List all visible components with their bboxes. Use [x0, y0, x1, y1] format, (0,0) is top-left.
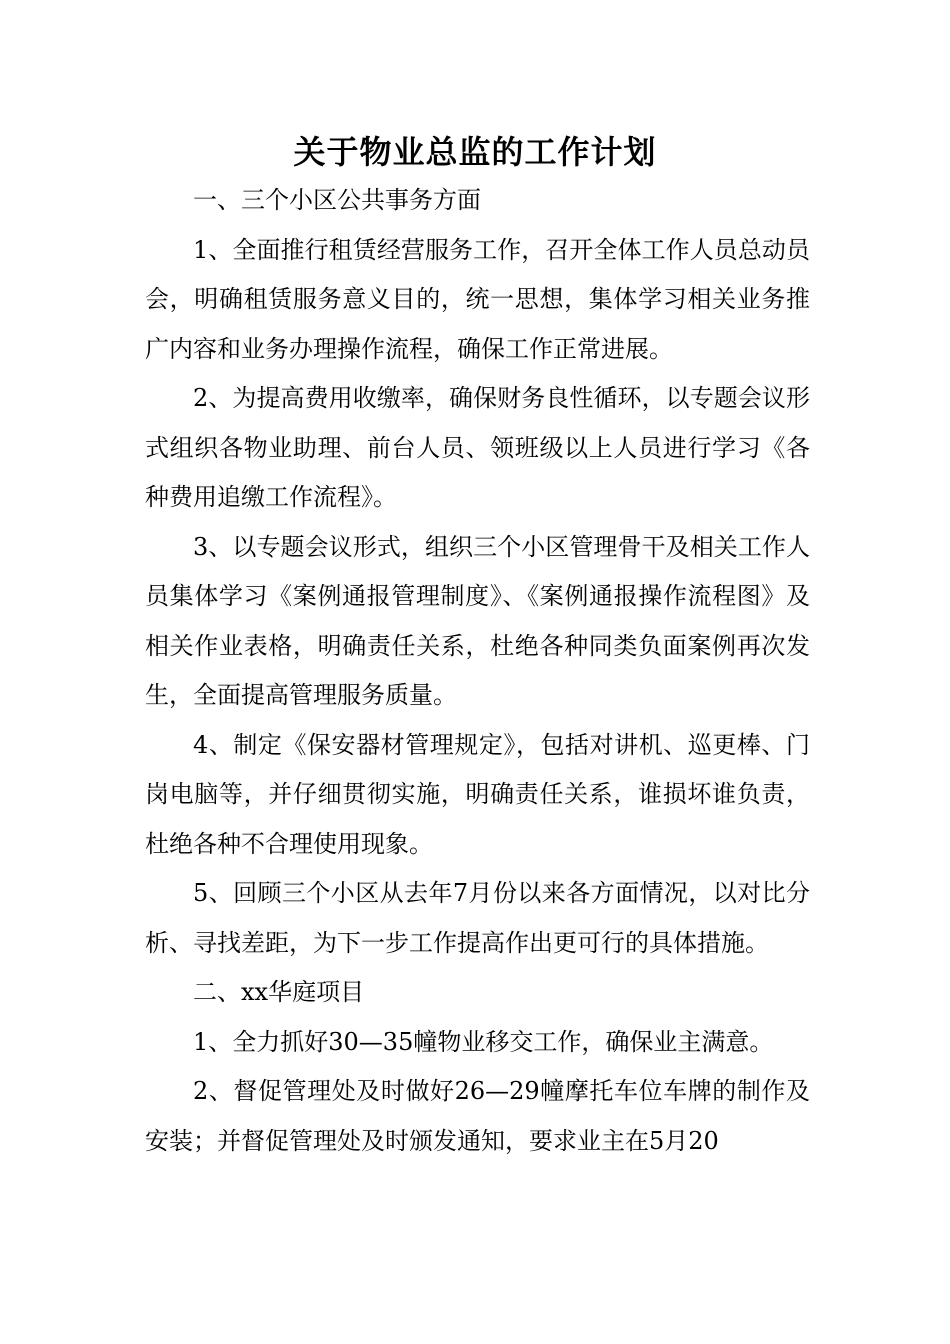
paragraph-item-1: 1、全面推行租赁经营服务工作，召开全体工作人员总动员会，明确租赁服务意义目的，统一思想，集体学习相关业务推广内容和业务办理操作流程，确保工作正常进展。 [145, 235, 810, 363]
paragraph-project-item-2: 2、督促管理处及时做好26—29幢摩托车位车牌的制作及安装；并督促管理处及时颁发通知，要求业主在5月20 [145, 1077, 810, 1155]
document-body [145, 176, 810, 1166]
paragraph-item-3: 3、以专题会议形式，组织三个小区管理骨干及相关工作人员集体学习《案例通报管理制度》、《案例通报操作流程图》及相关作业表格，明确责任关系，杜绝各种同类负面案例再次发生，全面提高管理服务质量。 [145, 532, 810, 709]
paragraph-item-4: 4、制定《保安器材管理规定》，包括对讲机、巡更棒、门岗电脑等，并仔细贯彻实施，明确责任关系，谁损坏谁负责，杜绝各种不合理使用现象。 [145, 730, 810, 858]
paragraph-item-2: 2、为提高费用收缴率，确保财务良性循环，以专题会议形式组织各物业助理、前台人员、领班级以上人员进行学习《各种费用追缴工作流程》。 [145, 384, 810, 511]
paragraph-item-5: 5、回顾三个小区从去年7月份以来各方面情况，以对比分析、寻找差距，为下一步工作提高作出更可行的具体措施。 [145, 879, 810, 957]
section-heading-public-affairs: 一、三个小区公共事务方面 [193, 186, 481, 214]
section-heading-huating-project: 二、xx华庭项目 [193, 978, 365, 1006]
document-title: 关于物业总监的工作计划 [293, 133, 657, 171]
paragraph-project-item-1: 1、全力抓好30—35幢物业移交工作，确保业主满意。 [193, 1027, 774, 1056]
